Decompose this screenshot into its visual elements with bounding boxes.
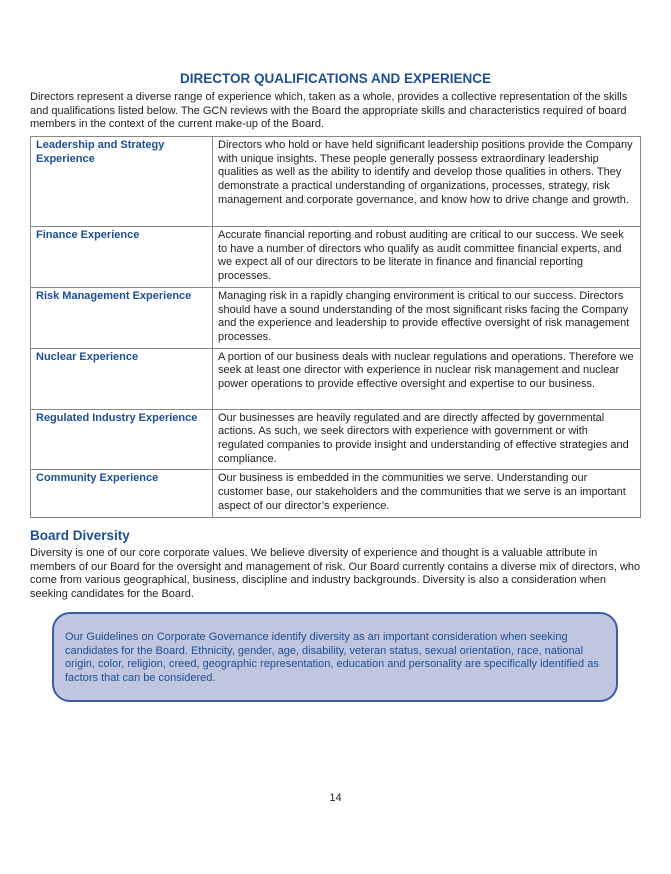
intro-paragraph: Directors represent a diverse range of experience which, taken as a whole, provides a collective representation of the skills and qualifications listed below. The GCN reviews with the Board the appropriate skills and characteristics required of board members in the context of the current make-up of the Board.: [30, 91, 628, 131]
table-row: [31, 348, 641, 409]
qualification-description: Directors who hold or have held significant leadership positions provide the Company with unique insights. These people generally possess extraordinary leadership qualities as well as the ability to identify and develop those qualities in others. They demonstrate a practical understanding of organizations, processes, strategy, risk management and corporate governance, and know how to drive change and growth.: [213, 137, 641, 227]
table-row: [31, 409, 641, 470]
board-diversity-heading: Board Diversity: [30, 528, 130, 543]
diversity-callout-text: Our Guidelines on Corporate Governance identify diversity as an important consideration when seeking candidates for the Board. Ethnicity, gender, age, disability, veteran status, sexual orientation, race, national origin, color, religion, creed, geographic representation, education and personality are specifically identified as factors that can be considered.: [65, 631, 599, 685]
qualification-label: Finance Experience: [31, 227, 213, 288]
qualification-label: Risk Management Experience: [31, 287, 213, 348]
table-row: [31, 227, 641, 288]
qualification-description: Our business is embedded in the communities we serve. Understanding our customer base, our stakeholders and the communities that we serve is an important aspect of our director’s experience.: [213, 470, 641, 518]
qualification-label: Nuclear Experience: [31, 348, 213, 409]
diversity-callout-box: [52, 612, 618, 702]
page-title: DIRECTOR QUALIFICATIONS AND EXPERIENCE: [179, 71, 492, 86]
qualification-label: Community Experience: [31, 470, 213, 518]
qualification-label: Regulated Industry Experience: [31, 409, 213, 470]
qualification-description: Managing risk in a rapidly changing environment is critical to our success. Directors should have a sound understanding of the most significant risks facing the Company and the experience and leadership to provide effective oversight of risk management processes.: [213, 287, 641, 348]
qualification-description: A portion of our business deals with nuclear regulations and operations. Therefore we seek at least one director with experience in nuclear risk management and nuclear power operations to provide effective oversight and expertise to our business.: [213, 348, 641, 409]
board-diversity-paragraph: Diversity is one of our core corporate values. We believe diversity of experience and thought is a valuable attribute in members of our Board for the oversight and management of risk. Our Board currently contains a diverse mix of directors, who come from various geographical, business, discipline and industry backgrounds. Diversity is also a consideration when seeking candidates for the Board.: [30, 547, 641, 601]
table-row: [31, 137, 641, 227]
table-row: [31, 287, 641, 348]
qualification-label: Leadership and Strategy Experience: [31, 137, 213, 227]
qualification-description: Accurate financial reporting and robust auditing are critical to our success. We seek to have a number of directors who qualify as audit committee financial experts, and we expect all of our directors to be literate in finance and financial reporting processes.: [213, 227, 641, 288]
qualifications-table: [30, 136, 641, 518]
table-row: [31, 470, 641, 518]
qualification-description: Our businesses are heavily regulated and are directly affected by governmental actions. As such, we seek directors with experience with government or with regulated companies to provide insight and understanding of effective strategies and compliance.: [213, 409, 641, 470]
page-number: 14: [329, 792, 342, 804]
